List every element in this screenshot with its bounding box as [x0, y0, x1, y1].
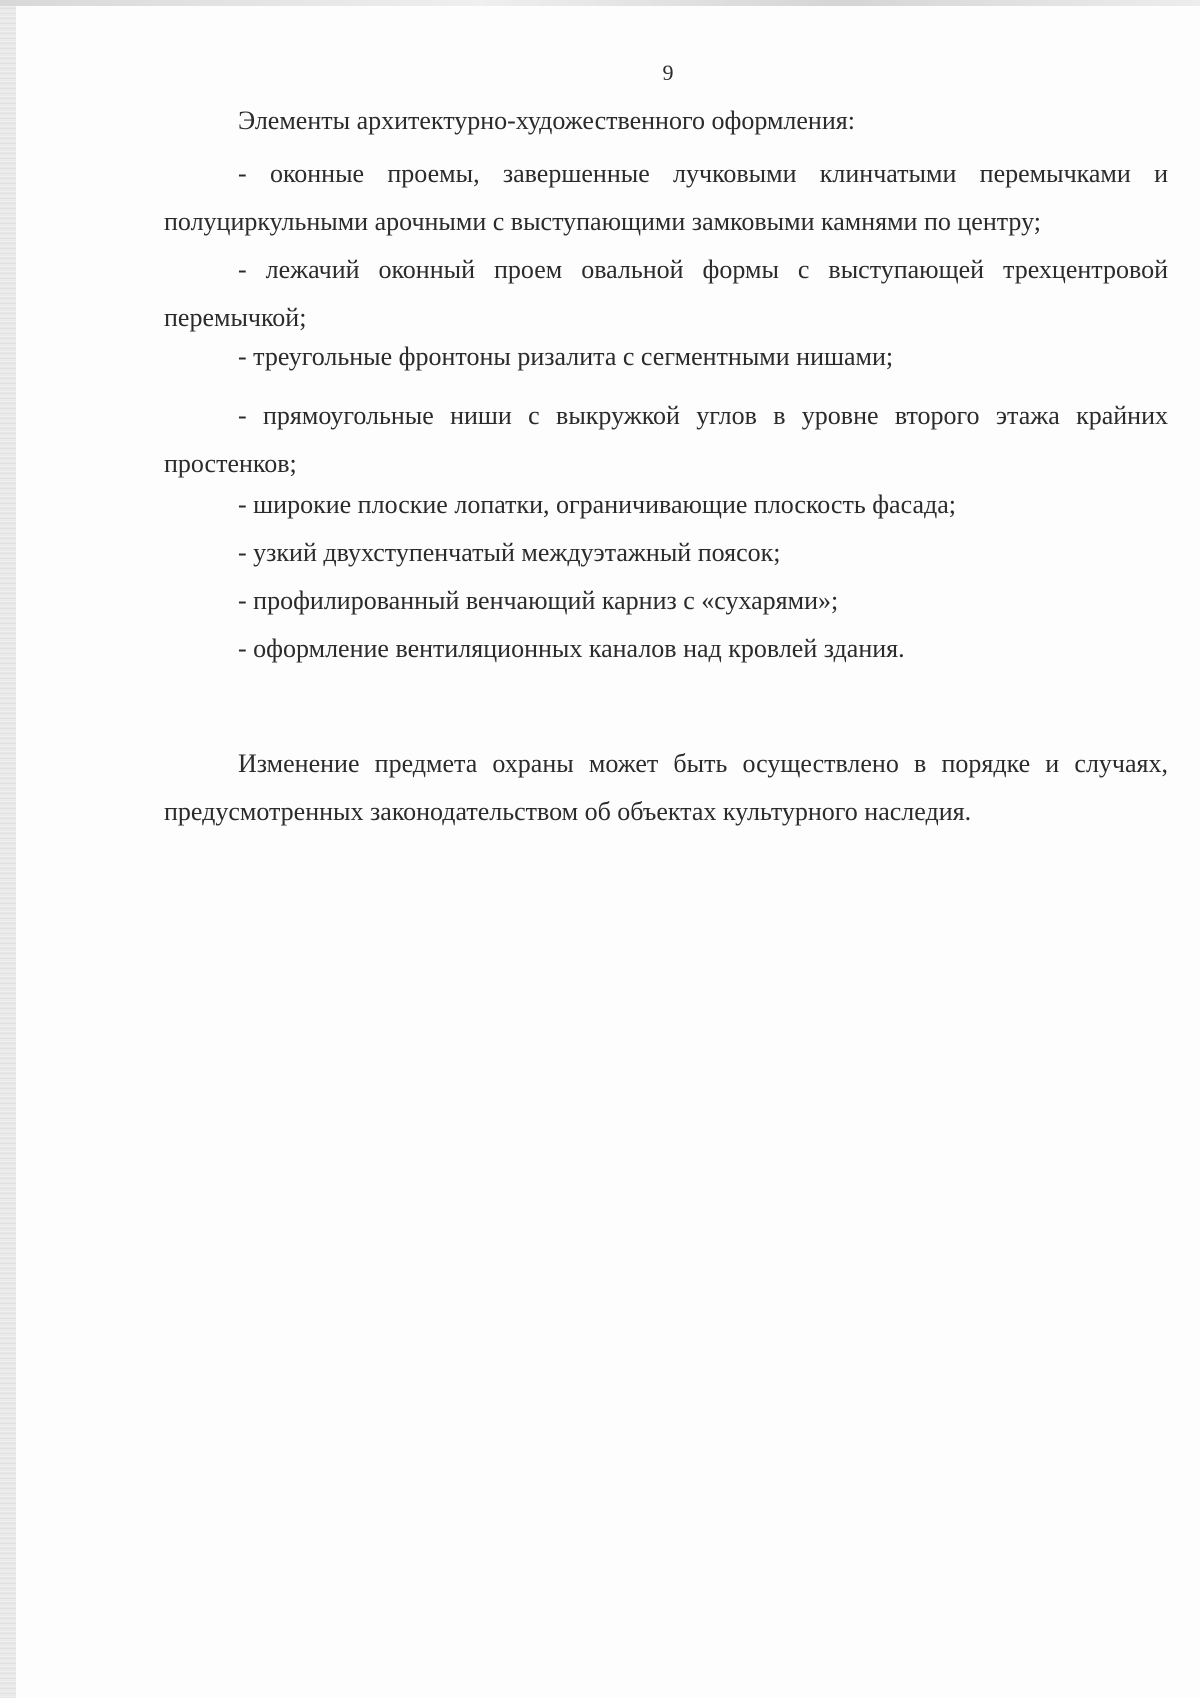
list-item: - прямоугольные ниши с выкружкой углов в уровне второго этажа крайних простенков;	[164, 401, 1168, 478]
list-item: - широкие плоские лопатки, ограничивающие плоскость фасада;	[238, 490, 956, 519]
list-item: - оконные проемы, завершенные лучковыми клинчатыми перемычками и полуциркульными арочными с выступающими замковыми камнями по центру;	[164, 159, 1168, 236]
scan-edge-top	[0, 0, 1200, 6]
scan-edge-left	[0, 0, 16, 1698]
page-number: 9	[662, 60, 674, 85]
closing-paragraph: Изменение предмета охраны может быть осуществлено в порядке и случаях, предусмотренных законодательством об объектах культурного наследия.	[164, 749, 1168, 826]
section-heading: Элементы архитектурно-художественного оформления:	[238, 106, 855, 135]
list-item: - профилированный венчающий карниз с «сухарями»;	[238, 586, 839, 615]
list-item: - треугольные фронтоны ризалита с сегментными нишами;	[238, 342, 894, 371]
list-item: - узкий двухступенчатый междуэтажный поясок;	[238, 538, 781, 567]
list-item: - лежачий оконный проем овальной формы с выступающей трехцентровой перемычкой;	[164, 255, 1168, 332]
list-item: - оформление вентиляционных каналов над кровлей здания.	[238, 634, 905, 663]
